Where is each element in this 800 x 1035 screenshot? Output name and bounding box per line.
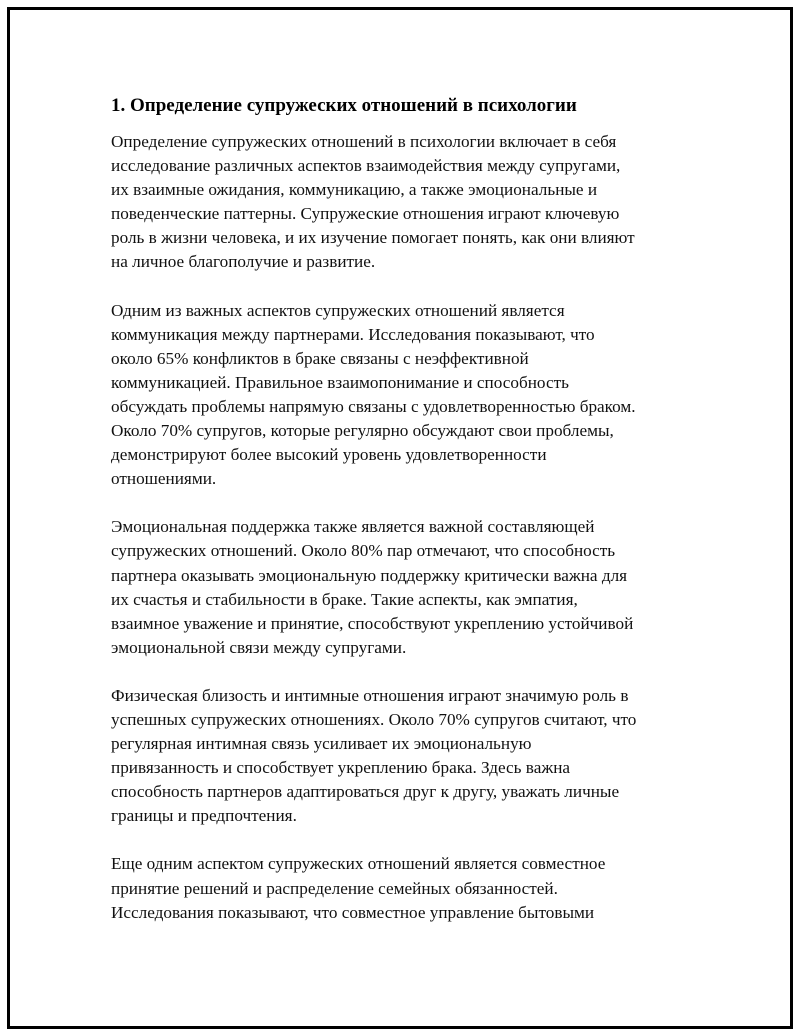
paragraph-communication: Одним из важных аспектов супружеских отношений является коммуникация между партнерами. Исследования показывают, что около 65% конфликтов в браке связаны с неэффективной коммуникацией. Правильное взаимопонимание и способность обсуждать проблемы напрямую связаны с удовлетворенностью браком. Около 70% супругов, которые регулярно обсуждают свои проблемы, демонстрируют более высокий уровень удовлетворенности отношениями.	[111, 300, 636, 489]
paragraph-emotional-support: Эмоциональная поддержка также является важной составляющей супружеских отношений. Около 80% пар отмечают, что способность партнера оказывать эмоциональную поддержку критически важна для их счастья и стабильности в браке. Такие аспекты, как эмпатия, взаимное уважение и принятие, способствуют укреплению устойчивой эмоциональной связи между супругами.	[111, 517, 634, 657]
section-title: 1. Определение супружеских отношений в психологии	[111, 95, 577, 116]
paragraph-definition: Определение супружеских отношений в психологии включает в себя исследование различных аспектов взаимодействия между супругами, их взаимные ожидания, коммуникацию, а также эмоциональные и поведенческие паттерны. Супружеские отношения играют ключевую роль в жизни человека, и их изучение помогает понять, как они влияют на личное благополучие и развитие.	[111, 132, 635, 272]
paragraph-joint-decisions: Еще одним аспектом супружеских отношений является совместное принятие решений и распределение семейных обязанностей. Исследования показывают, что совместное управление бытовыми	[111, 854, 606, 922]
paragraph-physical-intimacy: Физическая близость и интимные отношения играют значимую роль в успешных супружеских отношениях. Около 70% супругов считают, что регулярная интимная связь усиливает их эмоциональную привязанность и способствует укреплению брака. Здесь важна способность партнеров адаптироваться друг к другу, уважать личные границы и предпочтения.	[111, 685, 637, 826]
document-body	[111, 93, 683, 949]
